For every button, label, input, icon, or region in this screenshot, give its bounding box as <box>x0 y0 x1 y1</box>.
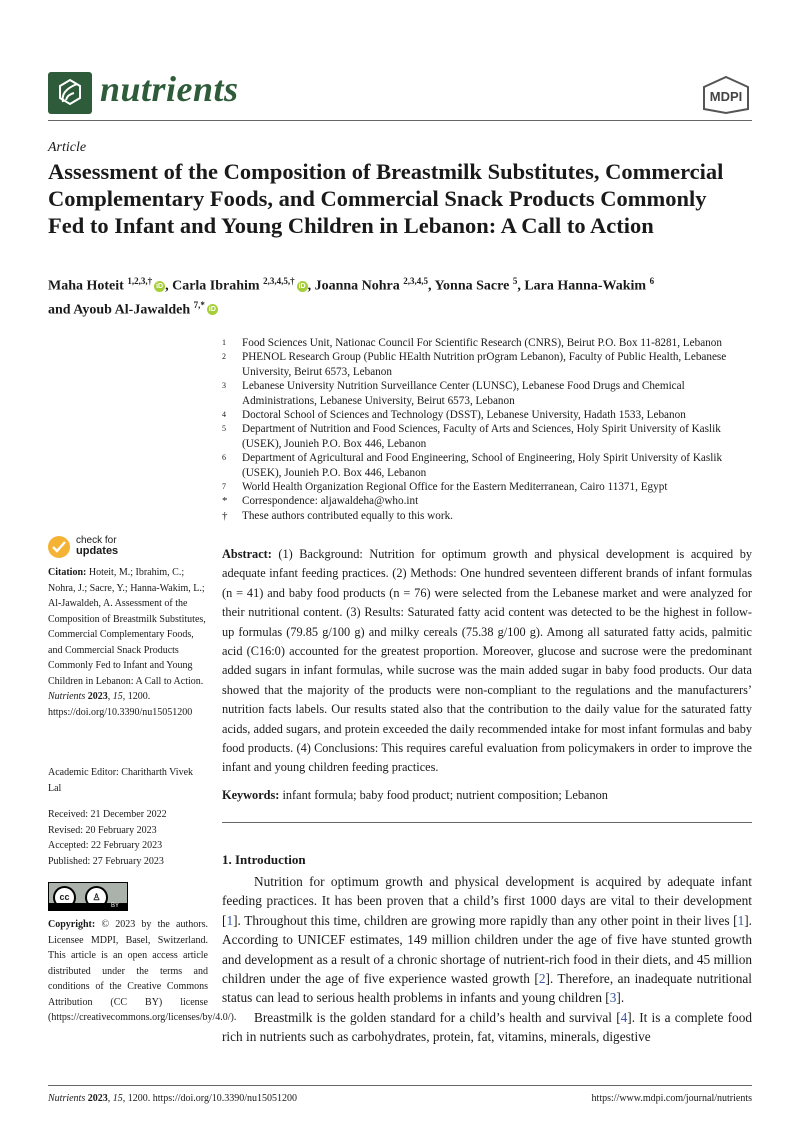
affiliation-item <box>222 350 752 379</box>
affiliation-mark: * <box>222 495 228 508</box>
affiliation-item <box>222 509 752 523</box>
article-title: Assessment of the Composition of Breastmilk Substitutes, Commercial Complementary Foods, and Commercial Snack Products Commonly Fed to Infant and Young Children in Lebanon: A Call to Action <box>48 159 724 238</box>
author-name: Joanna Nohra <box>314 278 400 294</box>
affiliation-mark: 7 <box>222 482 226 492</box>
cc-by-license-icon[interactable] <box>48 882 128 911</box>
keywords <box>222 786 752 805</box>
citation-volume: 15 <box>112 691 123 702</box>
footer-journal-url[interactable]: https://www.mdpi.com/journal/nutrients <box>591 1093 752 1104</box>
section-divider <box>222 822 752 823</box>
affiliation-text: Correspondence: aljawaldeha@who.int <box>242 495 419 508</box>
citation-link[interactable]: 1 <box>737 912 745 928</box>
paragraph: Breastmilk is the golden standard for a child’s health and survival [4]. It is a complete food rich in nutrients such as carbohydrates, protein, fat, vitamins, minerals, digestive <box>222 1009 752 1045</box>
check-icon <box>48 536 70 558</box>
keywords-text: infant formula; baby food product; nutrient composition; Lebanon <box>282 788 608 802</box>
author-separator: , <box>517 278 525 294</box>
mdpi-label: MDPI <box>709 89 743 104</box>
author-separator: , <box>307 278 315 294</box>
footer-citation: Nutrients 2023, 15, 1200. https://doi.org/10.3390/nu15051200 <box>48 1093 298 1104</box>
orcid-icon[interactable]: iD <box>298 282 306 290</box>
header-divider <box>48 120 752 121</box>
author-list <box>48 272 748 319</box>
affiliation-item <box>222 336 752 350</box>
footer-doi[interactable]: , 1200. https://doi.org/10.3390/nu15051200 <box>122 1093 298 1104</box>
affiliation-mark: 4 <box>222 410 226 420</box>
affiliation-item <box>222 494 752 508</box>
author-affiliation-marks: 5 <box>512 276 518 286</box>
citation-doi[interactable]: , 1200. https://doi.org/10.3390/nu15051200 <box>48 691 193 718</box>
by-label: BY <box>49 903 127 910</box>
affiliation-mark: 5 <box>222 424 226 434</box>
citation-year: 2023 <box>87 691 108 702</box>
author-separator: , <box>165 278 173 294</box>
affiliation-text: PHENOL Research Group (Public HEalth Nutrition prOgram Lebanon), Faculty of Public Health, Lebanese University, Beirut 6573, Lebanon <box>242 351 727 378</box>
affiliation-item <box>222 422 752 451</box>
abstract <box>222 545 752 778</box>
affiliation-item <box>222 480 752 494</box>
affiliation-list <box>222 336 752 523</box>
citation-link[interactable]: 2 <box>538 971 546 987</box>
footer-journal: Nutrients <box>48 1093 86 1104</box>
copyright-text: © 2023 by the authors. Licensee MDPI, Basel, Switzerland. This article is an open access article distributed under the terms and conditions of the Creative Commons Attribution (CC BY) license (https://creativecommons.org/licenses/by/4.0/). <box>48 919 237 1023</box>
author-separator: , <box>428 278 435 294</box>
citation-text: Hoteit, M.; Ibrahim, C.; Nohra, J.; Sacre, Y.; Hanna-Wakim, L.; Al-Jawaldeh, A. Assessment of the Composition of Breastmilk Substitutes, Commercial Complementary Foods, and Commercial Snack Products Commonly Fed to Infant and Young Children in Lebanon: A Call to Action. <box>48 567 206 687</box>
citation-block: Citation: Hoteit, M.; Ibrahim, C.; Nohra, J.; Sacre, Y.; Hanna-Wakim, L.; Al-Jawaldeh, A. Assessment of the Composition of Breastmilk Substitutes, Commercial Complementary Foods, and Commercial Snack Products Commonly Fed to Infant and Young Children in Lebanon: A Call to Action. Nutrients 2023, 15, 1200. https://doi.org/10.3390/nu15051200 <box>48 567 206 718</box>
journal-logo-icon <box>48 72 92 114</box>
abstract-text: (1) Background: Nutrition for optimum growth and physical development is acquired by adequate infant feeding practices. (2) Methods: One hundred seventeen different brands of infant formulas (n = 41) and baby food products (n = 76) were selected from the Lebanese market and were analyzed for their nutritional content. (3) Results: Saturated fatty acid content was detected to be the highest in follow-up formulas (79.85 g/100 g) and milky cereals (75.38 g/100 g). Among all saturated fatty acids, palmitic acid (C16:0) accounted for the greatest proportion. Moreover, glucose and sucrose were the predominant added sugars in infant formulas, while sucrose was the main added sugar in baby food products. Our data showed that the majority of the products were non-compliant to the regulations and the manufacturers’ nutrition facts labels. Our results stated also that the contribution to the daily value for the saturated fatty acids, added sugars, and protein exceeded the daily recommended intake for most infant formulas and baby food products. (4) Conclusions: This requires careful evaluation from policymakers in order to improve the infant and young children feeding practices. <box>222 547 752 775</box>
citation-link[interactable]: 4 <box>620 1009 628 1025</box>
accepted-date: Accepted: 22 February 2023 <box>48 840 163 851</box>
mdpi-logo-icon[interactable] <box>700 75 752 115</box>
check-label: check for <box>76 535 117 546</box>
updates-label: updates <box>76 545 119 557</box>
paragraph: Nutrition for optimum growth and physical development is acquired by adequate infant feeding practices. It has been proven that a child’s first 1000 days are vital to their development [1]. Throughout this time, children are growing more rapidly than any other point in their lives [1]. According to UNICEF estimates, 149 million children under the age of five have stunted growth and development as a result of a chronic shortage of nutrient-rich food in their diets, and 45 million children under the age of five experience wasted growth [2]. Therefore, an inadequate nutritional status can lead to serious health problems in infants and young children [3]. <box>222 874 752 1006</box>
abstract-label: Abstract: <box>222 547 272 561</box>
author-affiliation-marks: 2,3,4,5 <box>403 276 429 286</box>
received-date: Received: 21 December 2022 <box>48 809 167 820</box>
article-type: Article <box>48 140 87 155</box>
author-affiliation-marks: 2,3,4,5,† <box>263 276 295 286</box>
journal-name[interactable]: nutrients <box>100 69 239 109</box>
section-heading-introduction: 1. Introduction <box>222 852 306 867</box>
orcid-icon[interactable]: iD <box>156 282 164 290</box>
author-name: Yonna Sacre <box>434 278 510 294</box>
copyright-label: Copyright: <box>48 919 96 930</box>
revised-date: Revised: 20 February 2023 <box>48 824 157 836</box>
citation-link[interactable]: 1 <box>226 912 234 928</box>
affiliation-mark: 2 <box>222 352 226 362</box>
author-name: Maha Hoteit <box>48 278 124 294</box>
affiliation-text: Lebanese University Nutrition Surveillance Center (LUNSC), Lebanese Food Drugs and Chemical Administrations, Lebanese University, Beirut 6573, Lebanon <box>242 380 685 407</box>
copyright-block <box>48 917 237 1026</box>
affiliation-mark: 3 <box>222 381 226 391</box>
author-affiliation-marks: 1,2,3,† <box>127 276 153 286</box>
author-affiliation-marks: 7,* <box>193 299 205 310</box>
affiliation-text: Department of Agricultural and Food Engineering, School of Engineering, Holy Spirit University of Kaslik (USEK), Jounieh P.O. Box 446, Lebanon <box>242 452 723 479</box>
affiliation-text: Food Sciences Unit, Nationac Council For Scientific Research (CNRS), Beirut P.O. Box 11-8281, Lebanon <box>242 337 722 349</box>
citation-label: Citation: <box>48 567 87 578</box>
published-date: Published: 27 February 2023 <box>48 855 164 867</box>
author-name: Lara Hanna-Wakim <box>524 278 647 294</box>
affiliation-mark: † <box>222 509 228 522</box>
footer-divider <box>48 1085 752 1086</box>
keywords-label: Keywords: <box>222 788 280 802</box>
orcid-icon[interactable]: iD <box>208 306 216 314</box>
author-name: and Ayoub Al-Jawaldeh <box>48 302 191 318</box>
affiliation-item <box>222 408 752 422</box>
affiliation-text: These authors contributed equally to this work. <box>242 509 453 522</box>
attribution-person-icon: ♙ <box>85 886 108 909</box>
affiliation-mark: 1 <box>222 338 226 347</box>
affiliation-text: World Health Organization Regional Office for the Eastern Mediterranean, Cairo 11371, Egypt <box>242 481 668 494</box>
affiliation-mark: 6 <box>222 453 226 463</box>
dates-block <box>48 807 208 869</box>
affiliation-text: Department of Nutrition and Food Sciences, Faculty of Arts and Sciences, Holy Spirit University of Kaslik (USEK), Jounieh P.O. Box 446, Lebanon <box>242 423 721 450</box>
affiliation-item <box>222 379 752 408</box>
author-name: Carla Ibrahim <box>172 278 260 294</box>
footer-volume: 15 <box>112 1093 123 1104</box>
footer-year: 2023 <box>87 1093 108 1104</box>
citation-link[interactable]: 3 <box>609 990 617 1006</box>
citation-journal: Nutrients <box>48 691 86 702</box>
author-affiliation-marks: 6 <box>649 276 655 286</box>
academic-editor: Academic Editor: Charitharth Vivek Lal <box>48 767 194 794</box>
affiliation-item <box>222 451 752 480</box>
cc-circle-icon: cc <box>53 886 76 909</box>
affiliation-text: Doctoral School of Sciences and Technology (DSST), Lebanese University, Hadath 1533, Lebanon <box>242 409 686 422</box>
introduction-body <box>222 872 752 1047</box>
check-for-updates-button[interactable] <box>48 536 178 558</box>
